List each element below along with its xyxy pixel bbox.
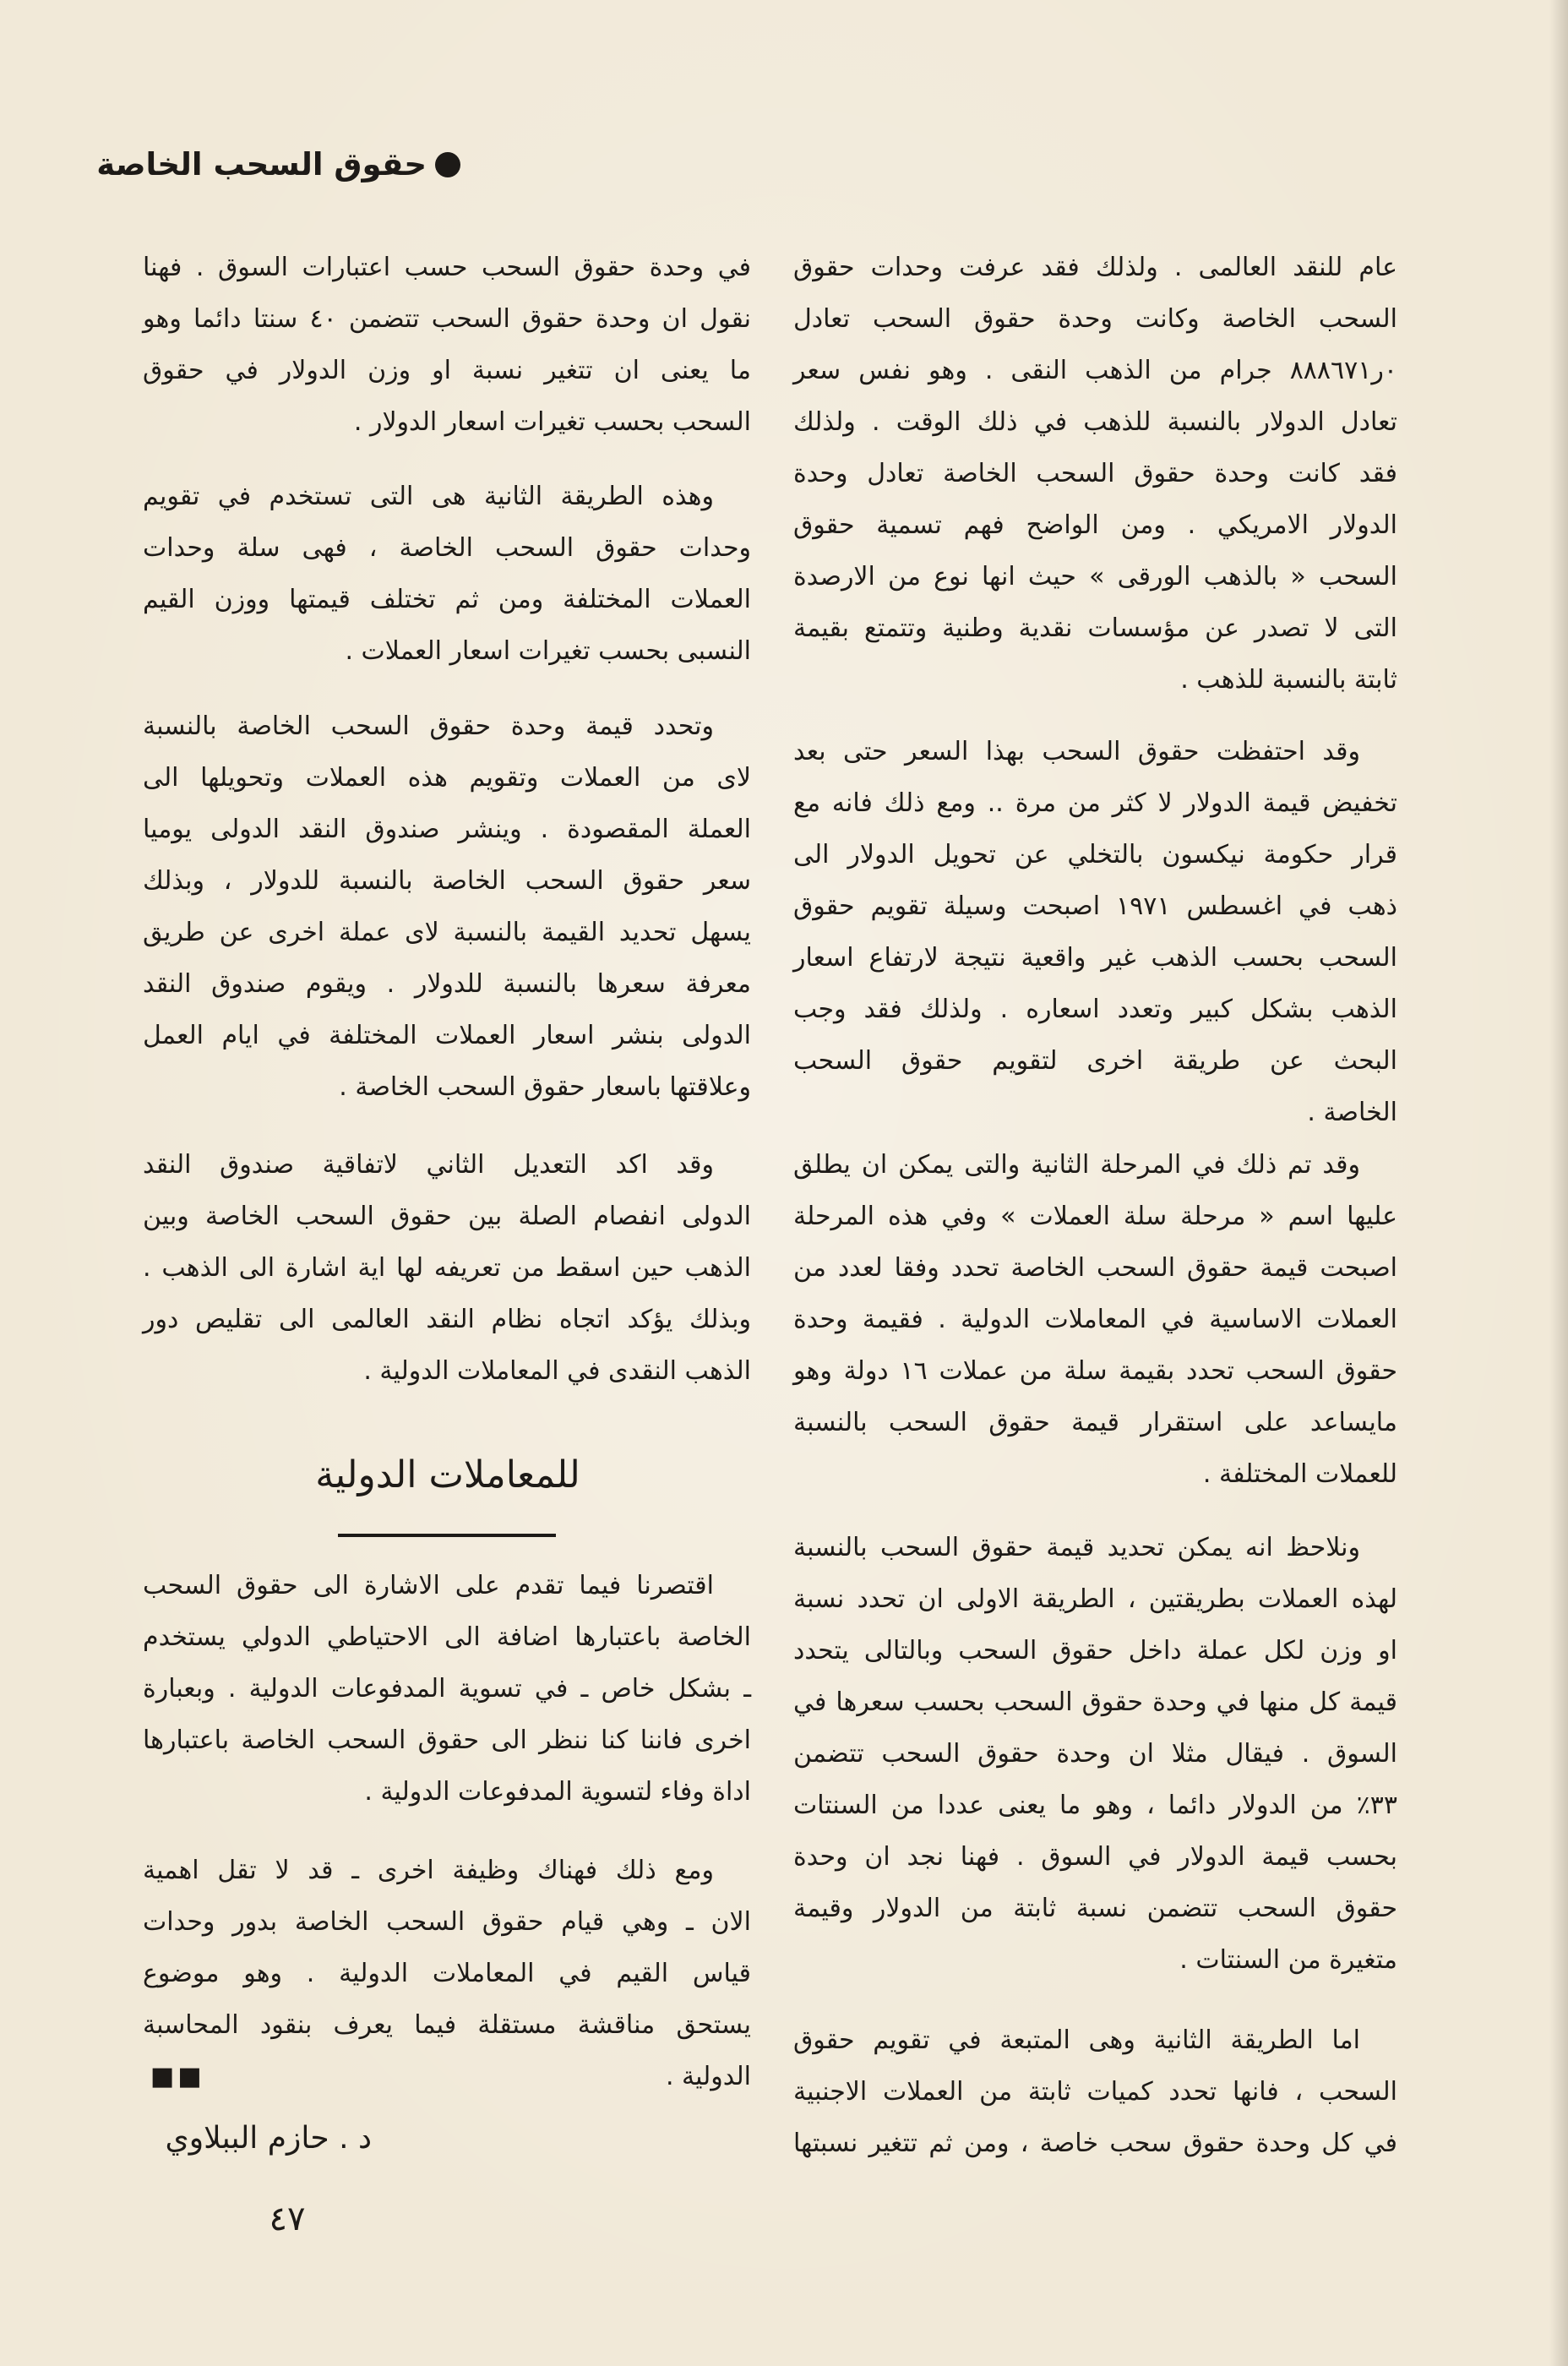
text-line: اقتصرنا فيما تقدم على الاشارة الى حقوق السحب: [143, 1571, 714, 1600]
text-line: ومع ذلك فهناك وظيفة اخرى ـ قد لا تقل اهمية: [143, 1856, 714, 1885]
text-line: النسبى بحسب تغيرات اسعار العملات .: [345, 636, 751, 666]
text-line: تعادل الدولار بالنسبة للذهب في ذلك الوقت . ولذلك: [793, 407, 1397, 437]
paragraph: [793, 726, 1397, 1138]
text-line: سعر حقوق السحب الخاصة بالنسبة للدولار ، وبذلك: [143, 866, 751, 896]
text-line: وقد تم ذلك في المرحلة الثانية والتى يمكن ان يطلق: [793, 1150, 1360, 1180]
paragraph: [793, 1522, 1397, 1986]
text-line: حقوق السحب تتضمن نسبة ثابتة من الدولار وقيمة: [793, 1894, 1397, 1923]
text-line: ذهب في اغسطس ١٩٧١ اصبحت وسيلة تقويم حقوق: [793, 891, 1397, 921]
text-line: قيمة كل منها في وحدة حقوق السحب بحسب سعرها في: [793, 1687, 1397, 1717]
paragraph: [793, 242, 1397, 706]
text-line: ما يعنى ان تتغير نسبة او وزن الدولار في حقوق: [143, 356, 751, 385]
text-line: ثابتة بالنسبة للذهب .: [1180, 665, 1397, 695]
text-line: للعملات المختلفة .: [1202, 1459, 1397, 1489]
text-line: اخرى فاننا كنا ننظر الى حقوق السحب الخاصة باعتبارها: [143, 1725, 751, 1755]
text-line: وقد احتفظت حقوق السحب بهذا السعر حتى بعد: [793, 737, 1360, 766]
author-signature: د . حازم الببلاوي: [165, 2121, 372, 2156]
text-line: الذهب النقدى في المعاملات الدولية .: [363, 1356, 751, 1386]
right-column: [793, 0, 1397, 2366]
text-line: السحب بحسب الذهب غير واقعية نتيجة لارتفاع اسعار: [793, 943, 1397, 973]
text-line: الدولار الامريكي . ومن الواضح فهم تسمية حقوق: [793, 510, 1397, 540]
text-line: العملة المقصودة . وينشر صندوق النقد الدولى يوميا: [143, 815, 751, 844]
text-line: تخفيض قيمة الدولار لا كثر من مرة .. ومع ذلك فانه مع: [793, 788, 1397, 818]
text-line: الذهب حين اسقط من تعريفه لها اية اشارة الى الذهب .: [143, 1253, 751, 1283]
text-line: الذهب بشكل كبير وتعدد اسعاره . ولذلك فقد وجب: [793, 995, 1397, 1024]
text-line: ونلاحظ انه يمكن تحديد قيمة حقوق السحب بالنسبة: [793, 1533, 1360, 1562]
paragraph: [793, 1139, 1397, 1500]
text-line: او وزن لكل عملة داخل حقوق السحب وبالتالى يتحدد: [793, 1636, 1397, 1665]
paragraph: [143, 471, 751, 677]
left-column: [143, 0, 751, 2366]
text-line: اصبحت قيمة حقوق السحب الخاصة تحدد وفقا لعدد من: [793, 1253, 1397, 1283]
text-line: ٠ر٨٨٨٦٧١ جرام من الذهب النقى . وهو نفس سعر: [793, 356, 1397, 385]
text-line: البحث عن طريقة اخرى لتقويم حقوق السحب: [793, 1046, 1397, 1076]
text-line: نقول ان وحدة حقوق السحب تتضمن ٤٠ سنتا دائما وهو: [143, 304, 751, 334]
text-line: حقوق السحب تحدد بقيمة سلة من عملات ١٦ دولة وهو: [793, 1356, 1397, 1386]
text-line: يسهل تحديد القيمة بالنسبة لاى عملة اخرى عن طريق: [143, 918, 751, 947]
text-line: قياس القيم في المعاملات الدولية . وهو موضوع: [143, 1959, 751, 1988]
text-line: وحدات حقوق السحب الخاصة ، فهى سلة وحدات: [143, 533, 751, 563]
text-line: الخاصة .: [1307, 1098, 1397, 1127]
text-line: العملات المختلفة ومن ثم تختلف قيمتها ووزن القيم: [143, 585, 751, 614]
section-heading: للمعاملات الدولية: [315, 1453, 580, 1496]
heading-underline: [338, 1534, 556, 1537]
text-line: وعلاقتها باسعار حقوق السحب الخاصة .: [339, 1072, 751, 1102]
text-line: عليها اسم « مرحلة سلة العملات » وفي هذه المرحلة: [793, 1202, 1397, 1231]
end-of-article-mark: ■■: [150, 2062, 205, 2091]
text-line: التى لا تصدر عن مؤسسات نقدية وطنية وتتمتع بقيمة: [793, 613, 1397, 643]
text-line: السحب ، فانها تحدد كميات ثابتة من العملات الاجنبية: [793, 2077, 1397, 2107]
text-line: في كل وحدة حقوق سحب خاصة ، ومن ثم تتغير نسبتها: [793, 2129, 1397, 2158]
text-line: العملات الاساسية في المعاملات الدولية . فقيمة وحدة: [793, 1305, 1397, 1334]
text-line: وبذلك يؤكد اتجاه نظام النقد العالمى الى تقليص دور: [143, 1305, 751, 1334]
text-line: في وحدة حقوق السحب حسب اعتبارات السوق . فهنا: [143, 253, 751, 282]
text-line: لهذه العملات بطريقتين ، الطريقة الاولى ان تحدد نسبة: [793, 1584, 1397, 1614]
text-line: السحب الخاصة وكانت وحدة حقوق السحب تعادل: [793, 304, 1397, 334]
text-line: يستحق مناقشة مستقلة فيما يعرف بنقود المحاسبة: [143, 2010, 751, 2040]
text-line: لاى من العملات وتقويم هذه العملات وتحويلها الى: [143, 763, 751, 793]
text-line: مايساعد على استقرار قيمة حقوق السحب بالنسبة: [793, 1408, 1397, 1437]
text-line: السوق . فيقال مثلا ان وحدة حقوق السحب تتضمن: [793, 1739, 1397, 1769]
text-line: ٣٣٪ من الدولار دائما ، وهو ما يعنى عددا من السنتات: [793, 1791, 1397, 1820]
text-line: وقد اكد التعديل الثاني لاتفاقية صندوق النقد: [143, 1150, 714, 1180]
text-line: اما الطريقة الثانية وهى المتبعة في تقويم حقوق: [793, 2025, 1360, 2055]
text-line: الخاصة باعتبارها اضافة الى الاحتياطي الدولي يستخدم: [143, 1622, 751, 1652]
paragraph: [143, 701, 751, 1113]
text-line: ـ بشكل خاص ـ في تسوية المدفوعات الدولية . وبعبارة: [143, 1674, 751, 1704]
text-line: عام للنقد العالمى . ولذلك فقد عرفت وحدات حقوق: [793, 253, 1397, 282]
paragraph: [143, 1560, 751, 1818]
text-line: اداة وفاء لتسوية المدفوعات الدولية .: [364, 1777, 751, 1807]
text-line: متغيرة من السنتات .: [1179, 1945, 1397, 1975]
text-line: قرار حكومة نيكسون بالتخلي عن تحويل الدولار الى: [793, 840, 1397, 870]
text-line: فقد كانت وحدة حقوق السحب الخاصة تعادل وحدة: [793, 459, 1397, 488]
text-line: وتحدد قيمة وحدة حقوق السحب الخاصة بالنسبة: [143, 711, 714, 741]
paragraph: [143, 242, 751, 448]
text-line: الدولى انفصام الصلة بين حقوق السحب الخاصة وبين: [143, 1202, 751, 1231]
page-number: ٤٧: [269, 2200, 306, 2238]
text-line: وهذه الطريقة الثانية هى التى تستخدم في تقويم: [143, 482, 714, 511]
paragraph: [143, 1139, 751, 1397]
text-line: الان ـ وهي قيام حقوق السحب الخاصة بدور وحدات: [143, 1907, 751, 1937]
text-line: الدولية .: [665, 2062, 751, 2091]
text-line: معرفة سعرها بالنسبة للدولار . ويقوم صندوق النقد: [143, 969, 751, 999]
running-header-title: حقوق السحب الخاصة: [96, 146, 427, 183]
text-line: السحب « بالذهب الورقى » حيث انها نوع من الارصدة: [793, 562, 1397, 592]
paragraph: [143, 1845, 751, 2102]
paragraph: [793, 2014, 1397, 2169]
text-line: بحسب قيمة الدولار في السوق . فهنا نجد ان وحدة: [793, 1842, 1397, 1872]
text-line: الدولى بنشر اسعار العملات المختلفة في ايام العمل: [143, 1021, 751, 1050]
text-line: السحب بحسب تغيرات اسعار الدولار .: [353, 407, 751, 437]
